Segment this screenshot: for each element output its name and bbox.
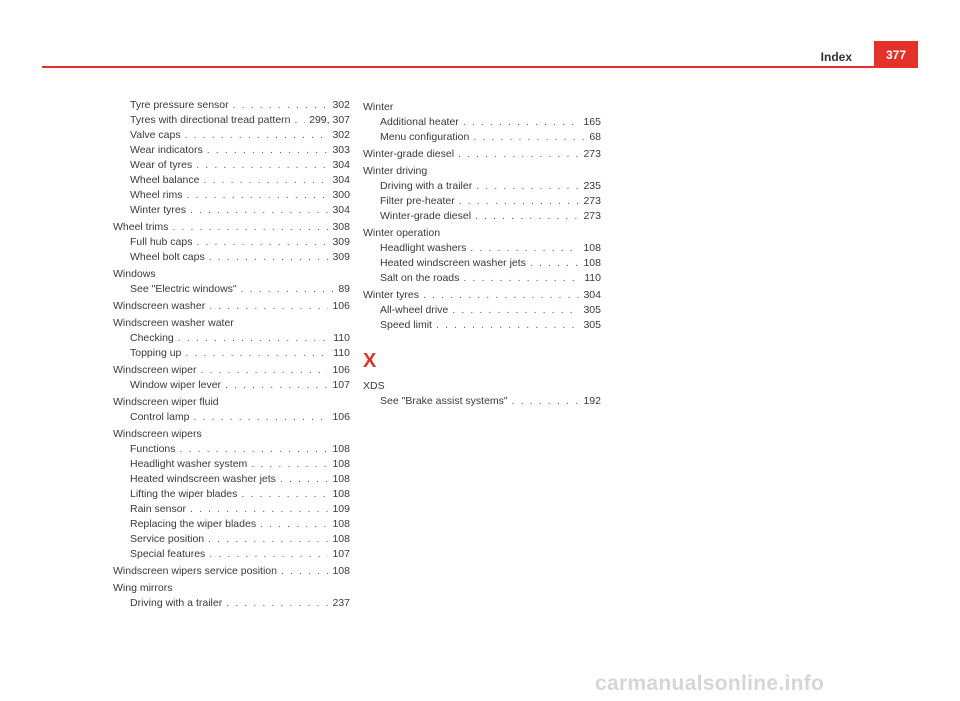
index-subentry — [363, 318, 601, 333]
dot-leader — [251, 457, 328, 472]
index-entry — [113, 427, 350, 442]
entry-term: Heated windscreen washer jets — [380, 257, 526, 269]
entry-term: Winter operation — [363, 227, 441, 239]
entry-term: Wear of tyres — [130, 159, 193, 171]
dot-leader — [512, 394, 580, 409]
dot-leader — [475, 209, 579, 224]
entry-page-ref: 108 — [332, 565, 350, 577]
index-subentry — [113, 113, 350, 128]
entry-page-ref: 192 — [583, 395, 601, 407]
entry-page-ref: 108 — [583, 242, 601, 254]
entry-page-ref: 302 — [332, 129, 350, 141]
dot-leader — [295, 113, 306, 128]
entry-page-ref: 273 — [583, 148, 601, 160]
dot-leader — [463, 115, 580, 130]
entry-term: Windscreen wiper fluid — [113, 396, 219, 408]
entry-term: Windscreen wipers — [113, 428, 202, 440]
entry-page-ref: 300 — [332, 189, 350, 201]
entry-page-ref: 68 — [589, 131, 601, 143]
entry-term: Winter tyres — [130, 204, 187, 216]
dot-leader — [423, 288, 579, 303]
page-number-badge: 377 — [874, 41, 918, 68]
index-subentry — [113, 331, 350, 346]
index-subentry — [363, 115, 601, 130]
index-subentry — [113, 128, 350, 143]
index-subentry — [113, 472, 350, 487]
index-subentry — [363, 271, 601, 286]
entry-term: Wheel bolt caps — [130, 251, 205, 263]
index-subentry — [113, 346, 350, 361]
dot-leader — [172, 220, 328, 235]
dot-leader — [281, 564, 328, 579]
entry-page-ref: 110 — [333, 347, 350, 359]
entry-term: Full hub caps — [130, 236, 193, 248]
entry-term: See "Brake assist systems" — [380, 395, 508, 407]
entry-term: Winter-grade diesel — [363, 148, 455, 160]
index-subentry — [113, 457, 350, 472]
entry-page-ref: 299, 307 — [309, 114, 350, 126]
entry-page-ref: 235 — [583, 180, 601, 192]
entry-page-ref: 302 — [332, 99, 350, 111]
entry-term: Heated windscreen washer jets — [130, 473, 276, 485]
entry-page-ref: 108 — [332, 518, 350, 530]
dot-leader — [209, 250, 329, 265]
entry-term: Service position — [130, 533, 205, 545]
section-title: Index — [820, 50, 852, 64]
entry-page-ref: 108 — [332, 533, 350, 545]
entry-term: XDS — [363, 380, 385, 392]
dot-leader — [436, 318, 580, 333]
entry-page-ref: 108 — [583, 257, 601, 269]
entry-term: All-wheel drive — [380, 304, 449, 316]
entry-page-ref: 89 — [338, 283, 350, 295]
entry-page-ref: 304 — [332, 159, 350, 171]
index-subentry — [363, 303, 601, 318]
index-subentry — [113, 173, 350, 188]
entry-term: Lifting the wiper blades — [130, 488, 238, 500]
index-subentry — [113, 235, 350, 250]
index-letter-heading: X — [363, 350, 377, 372]
entry-term: Windscreen wipers service position — [113, 565, 277, 577]
entry-page-ref: 304 — [583, 289, 601, 301]
entry-term: Special features — [130, 548, 206, 560]
index-entry — [363, 100, 601, 115]
entry-term: Winter driving — [363, 165, 428, 177]
entry-term: Replacing the wiper blades — [130, 518, 257, 530]
index-subentry — [113, 250, 350, 265]
entry-page-ref: 305 — [583, 304, 601, 316]
entry-term: Menu configuration — [380, 131, 470, 143]
dot-leader — [208, 532, 328, 547]
entry-term: Headlight washers — [380, 242, 467, 254]
entry-page-ref: 106 — [332, 411, 350, 423]
entry-term: Valve caps — [130, 129, 181, 141]
entry-term: Salt on the roads — [380, 272, 460, 284]
entry-term: Wear indicators — [130, 144, 203, 156]
index-subentry — [363, 256, 601, 271]
index-entry — [363, 379, 601, 394]
dot-leader — [280, 472, 329, 487]
index-subentry — [363, 394, 601, 409]
index-subentry — [113, 158, 350, 173]
dot-leader — [190, 203, 328, 218]
entry-term: Winter — [363, 101, 394, 113]
entry-page-ref: 110 — [584, 272, 601, 284]
index-subentry — [363, 209, 601, 224]
index-entry — [113, 316, 350, 331]
entry-term: Windscreen washer water — [113, 317, 234, 329]
dot-leader — [185, 346, 329, 361]
entry-term: Wing mirrors — [113, 582, 173, 594]
dot-leader — [463, 271, 580, 286]
entry-page-ref: 165 — [583, 116, 601, 128]
entry-page-ref: 107 — [332, 548, 350, 560]
dot-leader — [178, 331, 329, 346]
entry-term: Tyre pressure sensor — [130, 99, 229, 111]
index-entry — [113, 363, 350, 378]
entry-page-ref: 304 — [332, 174, 350, 186]
entry-term: Topping up — [130, 347, 182, 359]
dot-leader — [226, 596, 328, 611]
dot-leader — [203, 173, 328, 188]
index-entry — [363, 226, 601, 241]
index-entry — [363, 164, 601, 179]
entry-page-ref: 309 — [332, 236, 350, 248]
entry-page-ref: 108 — [332, 488, 350, 500]
index-entry — [113, 220, 350, 235]
index-subentry — [113, 143, 350, 158]
index-entry — [113, 299, 350, 314]
index-subentry — [113, 98, 350, 113]
entry-term: Speed limit — [380, 319, 432, 331]
index-subentry — [113, 188, 350, 203]
index-subentry — [363, 241, 601, 256]
dot-leader — [473, 130, 585, 145]
entry-page-ref: 110 — [333, 332, 350, 344]
entry-page-ref: 273 — [583, 195, 601, 207]
index-entry — [113, 267, 350, 282]
dot-leader — [241, 487, 328, 502]
dot-leader — [260, 517, 328, 532]
entry-term: Checking — [130, 332, 174, 344]
entry-page-ref: 106 — [332, 300, 350, 312]
entry-term: Wheel rims — [130, 189, 183, 201]
entry-page-ref: 108 — [332, 473, 350, 485]
index-subentry — [113, 442, 350, 457]
index-subentry — [113, 596, 350, 611]
entry-term: Windscreen washer — [113, 300, 206, 312]
dot-leader — [459, 194, 580, 209]
index-subentry — [113, 410, 350, 425]
dot-leader — [458, 147, 579, 162]
dot-leader — [190, 502, 328, 517]
index-subentry — [113, 378, 350, 393]
index-subentry — [363, 179, 601, 194]
entry-page-ref: 108 — [332, 458, 350, 470]
entry-page-ref: 237 — [332, 597, 350, 609]
entry-page-ref: 305 — [583, 319, 601, 331]
entry-term: Additional heater — [380, 116, 459, 128]
dot-leader — [241, 282, 335, 297]
index-subentry — [363, 130, 601, 145]
index-entry — [363, 288, 601, 303]
index-column-left — [113, 98, 350, 611]
entry-page-ref: 273 — [583, 210, 601, 222]
dot-leader — [207, 143, 329, 158]
entry-term: Driving with a trailer — [130, 597, 223, 609]
index-subentry — [113, 203, 350, 218]
dot-leader — [476, 179, 579, 194]
dot-leader — [225, 378, 328, 393]
entry-page-ref: 109 — [332, 503, 350, 515]
entry-term: Wheel balance — [130, 174, 200, 186]
entry-term: See "Electric windows" — [130, 283, 237, 295]
dot-leader — [530, 256, 580, 271]
entry-term: Windscreen wiper — [113, 364, 197, 376]
entry-page-ref: 107 — [332, 379, 350, 391]
index-column-right — [363, 98, 601, 409]
entry-term: Headlight washer system — [130, 458, 248, 470]
index-subentry — [113, 487, 350, 502]
entry-term: Windows — [113, 268, 156, 280]
entry-page-ref: 308 — [332, 221, 350, 233]
index-subentry — [363, 194, 601, 209]
dot-leader — [180, 442, 329, 457]
index-entry — [113, 395, 350, 410]
entry-term: Wheel trims — [113, 221, 169, 233]
dot-leader — [452, 303, 579, 318]
entry-page-ref: 309 — [332, 251, 350, 263]
entry-term: Filter pre-heater — [380, 195, 455, 207]
entry-term: Driving with a trailer — [380, 180, 473, 192]
entry-term: Winter tyres — [363, 289, 420, 301]
index-entry — [363, 147, 601, 162]
index-subentry — [113, 517, 350, 532]
header-rule — [42, 66, 918, 68]
index-subentry — [113, 532, 350, 547]
entry-term: Functions — [130, 443, 176, 455]
dot-leader — [185, 128, 329, 143]
dot-leader — [209, 547, 328, 562]
entry-page-ref: 108 — [332, 443, 350, 455]
dot-leader — [200, 363, 328, 378]
dot-leader — [187, 188, 329, 203]
index-subentry — [113, 282, 350, 297]
dot-leader — [233, 98, 329, 113]
index-subentry — [113, 502, 350, 517]
index-entry — [113, 581, 350, 596]
entry-page-ref: 303 — [332, 144, 350, 156]
dot-leader — [209, 299, 328, 314]
entry-term: Tyres with directional tread pattern — [130, 114, 291, 126]
dot-leader — [196, 235, 328, 250]
entry-term: Winter-grade diesel — [380, 210, 472, 222]
entry-term: Rain sensor — [130, 503, 187, 515]
index-subentry — [113, 547, 350, 562]
entry-term: Control lamp — [130, 411, 190, 423]
entry-page-ref: 106 — [332, 364, 350, 376]
entry-term: Window wiper lever — [130, 379, 222, 391]
dot-leader — [194, 410, 329, 425]
watermark: carmanualsonline.info — [595, 672, 825, 695]
index-entry — [113, 564, 350, 579]
dot-leader — [196, 158, 328, 173]
dot-leader — [470, 241, 579, 256]
entry-page-ref: 304 — [332, 204, 350, 216]
